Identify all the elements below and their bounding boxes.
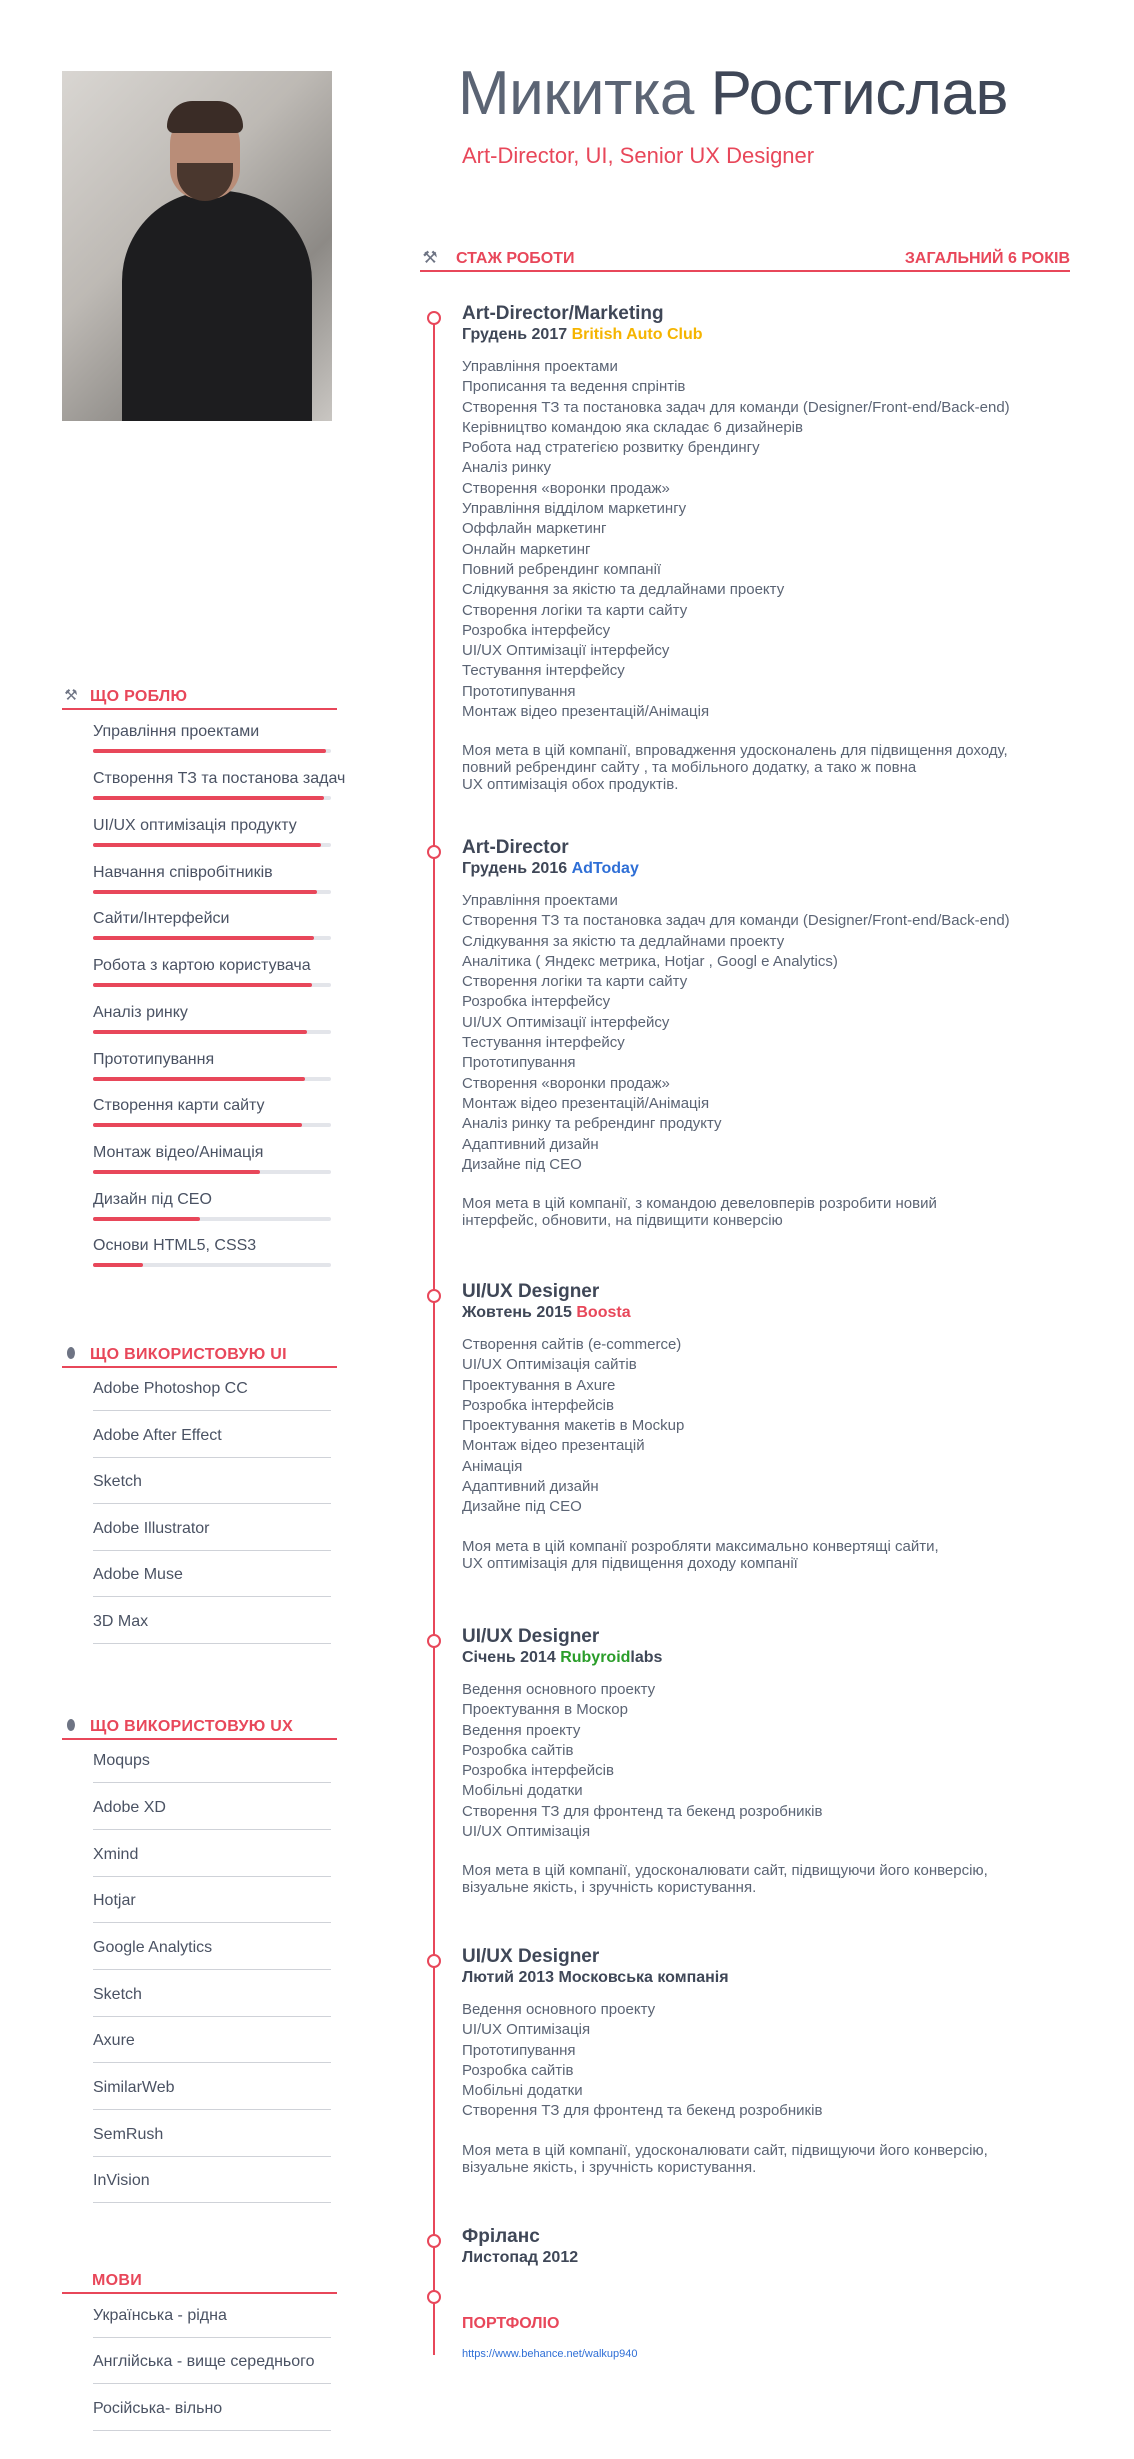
job-duties-list (462, 891, 1082, 1175)
ui-tool-item (93, 1380, 331, 1411)
skill-label: Створення ТЗ та постанова задач (93, 770, 346, 787)
skill-item (93, 1004, 331, 1038)
last-name: Ростислав (710, 59, 1008, 128)
job-duty: Слідкування за якістю та дедлайнами проекту (462, 932, 785, 950)
portfolio-link[interactable]: https://www.behance.net/walkup940 (462, 2348, 638, 2360)
job-goal-line: UX оптимізація для підвищення доходу компанії (462, 1554, 798, 1572)
timeline-dot (427, 1954, 441, 1968)
skill-level-fill (93, 1077, 305, 1081)
job-duty: Тестування інтерфейсу (462, 1034, 625, 1052)
job-duty: Аналітика ( Яндекс метрика, Hotjar , Googl e Analytics) (462, 952, 838, 970)
skill-item (93, 723, 331, 757)
job-goal-line: Моя мета в цій компанії розробляти максимально конвертящі сайти, (462, 1537, 939, 1555)
language-item-label: Російська- вільно (93, 2400, 223, 2417)
ux-tool-item-label: Moqups (93, 1752, 150, 1769)
job-duty: Аналіз ринку та ребрендинг продукту (462, 1115, 722, 1133)
profile-photo (62, 71, 332, 421)
job-duty: Проектування в Axure (462, 1376, 616, 1394)
job-goal (462, 1538, 1082, 1572)
languages-section-header (62, 2270, 337, 2294)
job-role: UI/UX Designer (462, 1946, 600, 1967)
job-duty: Онлайн маркетинг (462, 540, 591, 558)
skill-item (93, 1144, 331, 1178)
job-entry (462, 303, 1082, 793)
job-goal-line: Моя мета в цій компанії, удосконалювати сайт, підвищуючи його конверсію, (462, 1862, 988, 1880)
ux-tool-item-label: SemRush (93, 2126, 164, 2143)
job-date: Січень 2014 (462, 1649, 556, 1666)
skill-level-fill (93, 1263, 143, 1267)
skills-section-header (62, 686, 337, 710)
job-date-line (462, 1303, 1082, 1323)
job-duty: Розробка сайтів (462, 2061, 574, 2079)
job-duty: Аналіз ринку (462, 459, 551, 477)
timeline-dot (427, 2290, 441, 2304)
job-duty: Створення ТЗ та постановка задач для команди (Designer/Front-end/Back-end) (462, 398, 1010, 416)
job-goal-line: Моя мета в цій компанії, удосконалювати сайт, підвищуючи його конверсію, (462, 2141, 988, 2159)
timeline-dot (427, 845, 441, 859)
language-item-label: Українська - рідна (93, 2307, 227, 2324)
job-date-line (462, 2248, 1082, 2268)
skill-level-bar (93, 1263, 331, 1267)
job-duty: Дизайне під CEO (462, 1155, 582, 1173)
experience-title: СТАЖ РОБОТИ (456, 250, 575, 267)
ui-tools-section-header (62, 1344, 337, 1368)
skill-level-bar (93, 796, 331, 800)
job-duty: Адаптивний дизайн (462, 1135, 599, 1153)
skill-level-fill (93, 1030, 307, 1034)
ux-tool-item (93, 1799, 331, 1830)
job-duty: Слідкування за якістю та дедлайнами проекту (462, 581, 785, 599)
job-entry (462, 1281, 1082, 1572)
ux-tool-item-label: InVision (93, 2172, 150, 2189)
skill-label: Дизайн під CEO (93, 1191, 212, 1208)
ux-tool-item-label: Hotjar (93, 1892, 136, 1909)
ui-tool-item-label: Sketch (93, 1473, 142, 1490)
job-duties-list (462, 357, 1082, 722)
job-duties-list (462, 1335, 1082, 1518)
ui-tool-item-label: Adobe Illustrator (93, 1520, 210, 1537)
job-duty: Повний ребрендинг компанії (462, 560, 662, 578)
skill-level-fill (93, 983, 312, 987)
skill-level-bar (93, 1170, 331, 1174)
skill-item (93, 1191, 331, 1225)
skill-item (93, 1097, 331, 1131)
job-goal-line: Моя мета в цій компанії, з командою девеловперів розробити новий (462, 1195, 937, 1213)
job-duty: Створення «воронки продаж» (462, 479, 670, 497)
job-duty: Розробка інтерфейсу (462, 621, 611, 639)
job-entry (462, 1946, 1082, 2176)
job-duty: Прототипування (462, 682, 576, 700)
job-duty: UI/UX Оптимізація сайтів (462, 1356, 637, 1374)
ux-tool-item (93, 2079, 331, 2110)
job-duty: UI/UX Оптимізації інтерфейсу (462, 642, 670, 660)
tools-icon: ⚒ (422, 248, 438, 267)
job-duty: Створення сайтів (e-commerce) (462, 1336, 682, 1353)
job-goal-line: інтерфейс, обновити, на підвищити конверсію (462, 1212, 783, 1230)
ux-tool-item (93, 2172, 331, 2203)
job-goal-line: візуальне якість, і зручність користування. (462, 2158, 757, 2176)
job-date-line (462, 1648, 1082, 1668)
job-date: Грудень 2017 (462, 326, 568, 343)
skill-level-fill (93, 890, 317, 894)
skill-level-bar (93, 749, 331, 753)
skill-level-fill (93, 1170, 260, 1174)
ux-tool-item (93, 1939, 331, 1970)
first-name: Микитка (458, 59, 694, 128)
job-date: Жовтень 2015 (462, 1304, 572, 1321)
job-role: Art-Director (462, 837, 569, 858)
job-goal (462, 742, 1082, 793)
language-item (93, 2307, 331, 2338)
job-duty: Розробка сайтів (462, 1741, 574, 1759)
job-duties-list (462, 1680, 1082, 1842)
ux-tool-item (93, 2032, 331, 2063)
job-role: Фріланс (462, 2226, 540, 2247)
timeline-dot (427, 2234, 441, 2248)
ui-tool-item (93, 1566, 331, 1597)
job-duty: Створення ТЗ та постановка задач для команди (Designer/Front-end/Back-end) (462, 912, 1010, 930)
job-duty: Розробка інтерфейсу (462, 993, 611, 1011)
skill-label: UI/UX оптимізація продукту (93, 817, 297, 834)
job-duty: Дизайне під CEO (462, 1498, 582, 1516)
job-entry (462, 1626, 1082, 1896)
ui-tool-item (93, 1473, 331, 1504)
job-duty: Ведення проекту (462, 1721, 581, 1739)
tools-icon: ⚒ (64, 687, 78, 704)
skill-item (93, 817, 331, 851)
job-duty: Створення логіки та карти сайту (462, 973, 688, 991)
job-goal-line: UX оптимізація обох продуктів. (462, 776, 679, 794)
skill-label: Сайти/Інтерфейси (93, 910, 230, 927)
skill-label: Аналіз ринку (93, 1004, 188, 1021)
job-duty: Створення ТЗ для фронтенд та бекенд розробників (462, 2102, 823, 2120)
skill-level-fill (93, 1123, 302, 1127)
job-duty: Управління проектами (462, 358, 618, 375)
skill-item (93, 957, 331, 991)
job-duty: Керівництво командою яка складає 6 дизайнерів (462, 418, 803, 436)
skill-item (93, 910, 331, 944)
job-date: Лютий 2013 (462, 1969, 555, 1986)
skill-label: Монтаж відео/Анімація (93, 1144, 264, 1161)
ux-tool-item (93, 1846, 331, 1877)
job-duty: Проектування макетів в Mockup (462, 1417, 685, 1435)
job-title-subtitle: Art-Director, UI, Senior UX Designer (462, 143, 815, 168)
job-date: Листопад 2012 (462, 2249, 579, 2266)
ui-tool-item-label: 3D Max (93, 1613, 149, 1630)
job-goal (462, 1862, 1082, 1896)
job-duty: Прототипування (462, 1054, 576, 1072)
skill-level-fill (93, 796, 324, 800)
job-entry (462, 837, 1082, 1229)
job-duty: Розробка інтерфейсів (462, 1762, 614, 1780)
job-goal-line: візуальне якість, і зручність користування. (462, 1879, 757, 1897)
job-company-suffix: labs (630, 1649, 663, 1666)
ux-tool-item (93, 1986, 331, 2017)
person-name (458, 58, 1008, 129)
job-role: UI/UX Designer (462, 1626, 600, 1647)
skill-label: Робота з картою користувача (93, 957, 311, 974)
job-duty: Адаптивний дизайн (462, 1478, 599, 1496)
job-duty: Створення «воронки продаж» (462, 1074, 670, 1092)
ux-tool-item-label: Sketch (93, 1986, 142, 2003)
skill-item (93, 770, 346, 804)
job-goal (462, 2142, 1082, 2176)
ui-tool-item (93, 1613, 331, 1644)
job-duty: Тестування інтерфейсу (462, 662, 625, 680)
job-duty: Управління проектами (462, 892, 618, 909)
job-duty: Створення ТЗ для фронтенд та бекенд розробників (462, 1802, 823, 1820)
ux-tool-item (93, 1752, 331, 1783)
ux-tool-item (93, 1892, 331, 1923)
skill-level-fill (93, 1217, 200, 1221)
skill-level-bar (93, 1123, 331, 1127)
skill-label: Управління проектами (93, 723, 260, 740)
job-duty: UI/UX Оптимізація (462, 2021, 591, 2039)
job-duty: Оффлайн маркетинг (462, 520, 607, 538)
skill-level-fill (93, 843, 321, 847)
skill-level-fill (93, 936, 314, 940)
job-role: UI/UX Designer (462, 1281, 600, 1302)
job-duty: Мобільні додатки (462, 1782, 583, 1800)
job-company: AdToday (571, 860, 639, 877)
job-duty: Прописання та ведення спрінтів (462, 378, 686, 396)
ux-tool-item-label: SimilarWeb (93, 2079, 175, 2096)
ux-tool-item-label: Axure (93, 2032, 135, 2049)
job-goal (462, 1195, 1082, 1229)
skill-item (93, 1051, 331, 1085)
job-goal-line: повний ребрендинг сайту , та мобільного додатку, а тако ж повна (462, 759, 917, 777)
job-duty: Монтаж відео презентацій/Анімація (462, 703, 710, 721)
ui-tool-item-label: Adobe Muse (93, 1566, 183, 1583)
timeline-dot (427, 311, 441, 325)
job-duty: Анімація (462, 1457, 523, 1475)
job-duty: Проектування в Moскор (462, 1701, 628, 1719)
skill-level-bar (93, 1030, 331, 1034)
language-item-label: Англійська - вище середнього (93, 2353, 315, 2370)
job-duty: Мобільні додатки (462, 2082, 583, 2100)
ux-tool-item-label: Google Analytics (93, 1939, 213, 1956)
ui-tool-item (93, 1427, 331, 1458)
ux-tools-title: ЩО ВИКОРИСТОВУЮ UX (90, 1718, 294, 1735)
job-goal-line: Моя мета в цій компанії, впровадження удосконалень для підвищення доходу, (462, 742, 1008, 760)
job-duties-list (462, 2000, 1082, 2122)
job-company: Boosta (576, 1304, 631, 1321)
job-date-line (462, 859, 1082, 879)
language-item (93, 2353, 331, 2384)
skill-level-bar (93, 1077, 331, 1081)
job-role: Art-Director/Marketing (462, 303, 664, 324)
job-duty: Прототипування (462, 2041, 576, 2059)
job-company: Rubyroid (560, 1649, 631, 1666)
mouse-icon: ⬮ (66, 1717, 76, 1734)
job-duty: Ведення основного проекту (462, 1681, 656, 1698)
job-duty: Монтаж відео презентацій (462, 1437, 645, 1455)
job-duty: Ведення основного проекту (462, 2001, 656, 2018)
ux-tool-item-label: Adobe XD (93, 1799, 166, 1816)
job-date: Грудень 2016 (462, 860, 568, 877)
ux-tool-item (93, 2126, 331, 2157)
experience-section-header (420, 248, 1070, 272)
skill-label: Основи HTML5, CSS3 (93, 1237, 257, 1254)
ux-tools-section-header (62, 1716, 337, 1740)
ui-tool-item-label: Adobe After Effect (93, 1427, 222, 1444)
skill-label: Навчання співробітників (93, 864, 273, 881)
skill-level-bar (93, 983, 331, 987)
experience-total: ЗАГАЛЬНИЙ 6 РОКІВ (904, 250, 1070, 267)
job-duty: Робота над стратегією розвитку брендингу (462, 439, 760, 457)
skills-title: ЩО РОБЛЮ (90, 688, 188, 705)
skill-label: Створення карти сайту (93, 1097, 265, 1114)
ux-tool-item-label: Xmind (93, 1846, 139, 1863)
timeline-line (433, 315, 435, 2355)
skill-level-bar (93, 890, 331, 894)
skill-level-bar (93, 1217, 331, 1221)
mouse-icon: ⬮ (66, 1345, 76, 1362)
skill-level-bar (93, 936, 331, 940)
job-entry (462, 2226, 1082, 2268)
job-duty: Розробка інтерфейсів (462, 1396, 614, 1414)
job-date-line (462, 325, 1082, 345)
job-duty: Монтаж відео презентацій/Анімація (462, 1094, 710, 1112)
skill-level-fill (93, 749, 326, 753)
job-duty: UI/UX Оптимізація (462, 1823, 591, 1841)
language-item (93, 2400, 331, 2431)
job-company: Московська компанія (558, 1969, 729, 1986)
ui-tool-item-label: Adobe Photoshop CC (93, 1380, 248, 1397)
ui-tool-item (93, 1520, 331, 1551)
job-date-line (462, 1968, 1082, 1988)
job-duty: Управління відділом маркетингу (462, 500, 687, 518)
timeline-dot (427, 1289, 441, 1303)
skill-item (93, 864, 331, 898)
skill-item (93, 1237, 331, 1271)
job-duty: Створення логіки та карти сайту (462, 601, 688, 619)
timeline-dot (427, 1634, 441, 1648)
ui-tools-title: ЩО ВИКОРИСТОВУЮ UI (90, 1346, 287, 1363)
portfolio-title: ПОРТФОЛІО (462, 2315, 560, 2332)
job-company: British Auto Club (571, 326, 703, 343)
skill-level-bar (93, 843, 331, 847)
languages-title: МОВИ (92, 2272, 143, 2289)
job-duty: UI/UX Оптимізації інтерфейсу (462, 1013, 670, 1031)
skill-label: Прототипування (93, 1051, 215, 1068)
